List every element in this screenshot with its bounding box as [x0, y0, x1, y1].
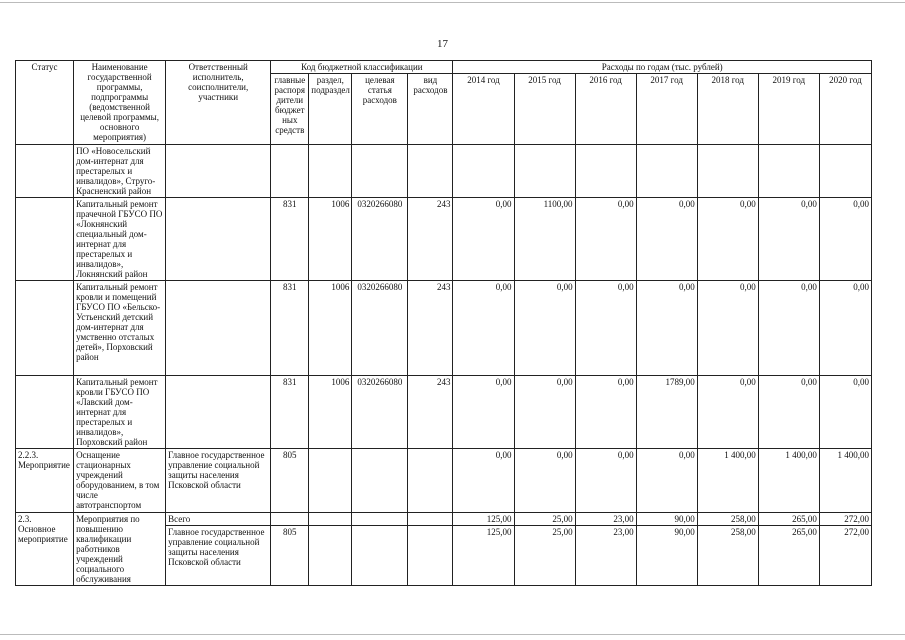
cell-2018: [697, 145, 758, 198]
cell-2019: 265,00: [758, 526, 819, 586]
cell-vr: [408, 449, 453, 513]
cell-grbs: 805: [271, 449, 309, 513]
cell-2014: 125,00: [453, 513, 514, 526]
cell-2015: 0,00: [514, 376, 575, 449]
cell-2014: 0,00: [453, 376, 514, 449]
header-csr: целевая статья расходов: [352, 74, 408, 145]
page-number: 17: [437, 38, 448, 50]
header-status: Статус: [16, 61, 74, 145]
cell-2020: 0,00: [819, 376, 871, 449]
cell-vr: [408, 145, 453, 198]
budget-table: [15, 60, 872, 586]
cell-csr: 0320266080: [352, 281, 408, 376]
header-years-group: Расходы по годам (тыс. рублей): [453, 61, 872, 74]
cell-2020: [819, 145, 871, 198]
cell-2014: 125,00: [453, 526, 514, 586]
cell-2017: 0,00: [636, 198, 697, 281]
cell-grbs: 805: [271, 526, 309, 586]
cell-vr: [408, 526, 453, 586]
cell-razdel: 1006: [309, 376, 352, 449]
cell-2020: 272,00: [819, 526, 871, 586]
cell-2020: 0,00: [819, 198, 871, 281]
cell-2014: 0,00: [453, 449, 514, 513]
table-row: [16, 198, 872, 281]
cell-2015: [514, 145, 575, 198]
cell-2018: 0,00: [697, 281, 758, 376]
cell-2020: 1 400,00: [819, 449, 871, 513]
cell-2014: [453, 145, 514, 198]
cell-2016: 0,00: [575, 198, 636, 281]
cell-2017: 90,00: [636, 513, 697, 526]
cell-2017: 90,00: [636, 526, 697, 586]
table-row: [16, 376, 872, 449]
cell-status: [16, 376, 74, 449]
cell-vr: 243: [408, 281, 453, 376]
cell-razdel: 1006: [309, 281, 352, 376]
cell-responsible: [166, 145, 271, 198]
header-name: Наименование государственной программы, подпрограммы (ведомственной целевой программы, основного мероприятия): [74, 61, 166, 145]
cell-2015: 0,00: [514, 281, 575, 376]
cell-csr: [352, 145, 408, 198]
cell-status: [16, 281, 74, 376]
cell-name: Капитальный ремонт прачечной ГБУСО ПО «Локнянский специальный дом-интернат для престарелых и инвалидов», Локнянский район: [74, 198, 166, 281]
cell-responsible: [166, 198, 271, 281]
cell-grbs: 831: [271, 198, 309, 281]
scan-top-edge: [0, 2, 905, 3]
header-razdel: раздел, подраздел: [309, 74, 352, 145]
header-year-2016: 2016 год: [575, 74, 636, 145]
cell-2014: 0,00: [453, 198, 514, 281]
cell-2019: 265,00: [758, 513, 819, 526]
cell-csr: [352, 513, 408, 526]
cell-2016: 23,00: [575, 513, 636, 526]
cell-2018: 258,00: [697, 513, 758, 526]
cell-responsible: Всего: [166, 513, 271, 526]
cell-razdel: [309, 449, 352, 513]
header-grbs: главные распоря дители бюджет ных средств: [271, 74, 309, 145]
cell-razdel: [309, 526, 352, 586]
cell-2016: 0,00: [575, 449, 636, 513]
header-year-2020: 2020 год: [819, 74, 871, 145]
cell-razdel: 1006: [309, 198, 352, 281]
cell-2015: 1100,00: [514, 198, 575, 281]
cell-name: Мероприятия по повышению квалификации работников учреждений социального обслуживания: [74, 513, 166, 586]
cell-csr: [352, 526, 408, 586]
cell-2018: 0,00: [697, 198, 758, 281]
cell-name: ПО «Новосельский дом-интернат для престарелых и инвалидов», Струго-Красненский район: [74, 145, 166, 198]
cell-vr: 243: [408, 198, 453, 281]
header-year-2014: 2014 год: [453, 74, 514, 145]
cell-csr: 0320266080: [352, 376, 408, 449]
cell-2015: 0,00: [514, 449, 575, 513]
cell-2020: 272,00: [819, 513, 871, 526]
cell-2020: 0,00: [819, 281, 871, 376]
cell-2019: 1 400,00: [758, 449, 819, 513]
cell-2017: [636, 145, 697, 198]
cell-status: 2.2.3. Мероприятие: [16, 449, 74, 513]
header-kbk-group: Код бюджетной классификации: [271, 61, 453, 74]
cell-vr: [408, 513, 453, 526]
cell-vr: 243: [408, 376, 453, 449]
cell-2017: 0,00: [636, 449, 697, 513]
cell-grbs: 831: [271, 376, 309, 449]
header-year-2015: 2015 год: [514, 74, 575, 145]
cell-responsible: Главное государственное управление социальной защиты населения Псковской области: [166, 526, 271, 586]
cell-responsible: [166, 376, 271, 449]
cell-2019: 0,00: [758, 376, 819, 449]
header-year-2017: 2017 год: [636, 74, 697, 145]
cell-razdel: [309, 513, 352, 526]
table-row: [16, 281, 872, 376]
cell-razdel: [309, 145, 352, 198]
cell-name: Капитальный ремонт кровли и помещений ГБУСО ПО «Бельско-Устьенский детский дом-интернат для умственно отсталых детей», Порховский район: [74, 281, 166, 376]
table-row: [16, 145, 872, 198]
cell-2017: 1789,00: [636, 376, 697, 449]
cell-responsible: Главное государственное управление социальной защиты населения Псковской области: [166, 449, 271, 513]
cell-status: [16, 145, 74, 198]
header-responsible: Ответственный исполнитель, соисполнители, участники: [166, 61, 271, 145]
cell-grbs: 831: [271, 281, 309, 376]
cell-name: Капитальный ремонт кровли ГБУСО ПО «Лавский дом-интернат для престарелых и инвалидов», Порховский район: [74, 376, 166, 449]
cell-2015: 25,00: [514, 513, 575, 526]
cell-name: Оснащение стационарных учреждений оборудованием, в том числе автотранспортом: [74, 449, 166, 513]
cell-2018: 0,00: [697, 376, 758, 449]
cell-responsible: [166, 281, 271, 376]
cell-status: [16, 198, 74, 281]
table-row: [16, 513, 872, 526]
cell-2016: [575, 145, 636, 198]
header-year-2019: 2019 год: [758, 74, 819, 145]
cell-status: 2.3. Основное мероприятие: [16, 513, 74, 586]
cell-2016: 23,00: [575, 526, 636, 586]
cell-csr: [352, 449, 408, 513]
cell-2019: 0,00: [758, 198, 819, 281]
cell-2016: 0,00: [575, 281, 636, 376]
header-vr: вид расходов: [408, 74, 453, 145]
cell-csr: 0320266080: [352, 198, 408, 281]
table-row: [16, 449, 872, 513]
cell-grbs: [271, 145, 309, 198]
cell-2018: 1 400,00: [697, 449, 758, 513]
header-year-2018: 2018 год: [697, 74, 758, 145]
cell-2018: 258,00: [697, 526, 758, 586]
cell-2015: 25,00: [514, 526, 575, 586]
cell-2016: 0,00: [575, 376, 636, 449]
cell-2019: [758, 145, 819, 198]
cell-2017: 0,00: [636, 281, 697, 376]
scan-bottom-edge: [0, 634, 905, 635]
cell-2014: 0,00: [453, 281, 514, 376]
cell-grbs: [271, 513, 309, 526]
cell-2019: 0,00: [758, 281, 819, 376]
